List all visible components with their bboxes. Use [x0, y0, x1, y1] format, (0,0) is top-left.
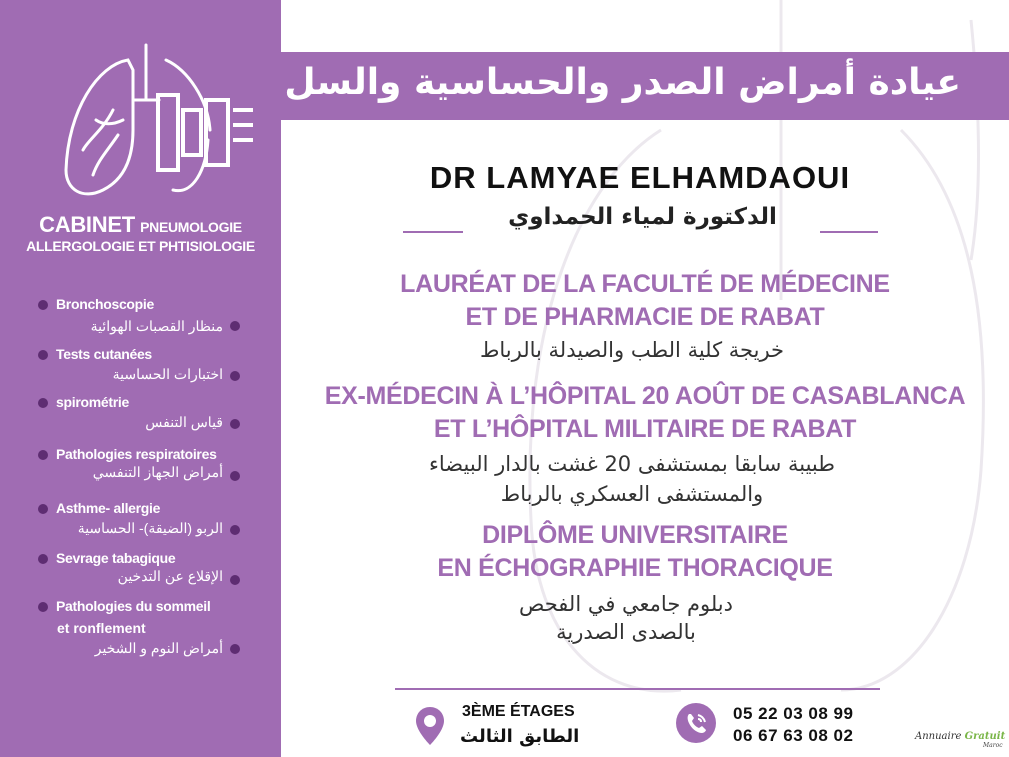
bullet-dot-icon	[38, 602, 48, 612]
credential-2-ar2: والمستشفى العسكري بالرباط	[500, 482, 764, 506]
bullet-dot-icon	[38, 350, 48, 360]
doctor-name-ar: الدكتورة لمياء الحمداوي	[508, 204, 777, 230]
cabinet-word: CABINET	[39, 212, 135, 237]
bullet-dot-icon	[230, 575, 240, 585]
watermark-logo	[915, 731, 1006, 749]
service-fr: Pathologies du sommeil	[56, 598, 211, 614]
sidebar	[0, 0, 281, 757]
phone-number-2[interactable]: 06 67 63 08 02	[733, 726, 854, 745]
cabinet-specialty: PNEUMOLOGIE	[140, 219, 242, 235]
credential-2-line1: EX-MÉDECIN À L’HÔPITAL 20 AOÛT DE CASABLANCA	[324, 382, 966, 410]
service-fr: Asthme- allergie	[56, 500, 161, 516]
credential-1-line1: LAURÉAT DE LA FACULTÉ DE MÉDECINE	[400, 270, 890, 298]
service-ar: أمراض النوم و الشخير	[94, 640, 223, 656]
service-ar: منظار القصبات الهوائية	[90, 318, 223, 334]
bullet-dot-icon	[38, 398, 48, 408]
cabinet-subtitle: ALLERGOLOGIE ET PHTISIOLOGIE	[26, 238, 255, 255]
credential-3-line1: DIPLÔME UNIVERSITAIRE	[482, 521, 788, 549]
doctor-name: DR LAMYAE ELHAMDAOUI	[429, 160, 851, 195]
phone-icon	[676, 703, 716, 743]
bullet-dot-icon	[230, 644, 240, 654]
service-ar: أمراض الجهاز التنفسي	[92, 464, 223, 480]
credential-3-line2: EN ÉCHOGRAPHIE THORACIQUE	[437, 554, 833, 582]
watermark-g: Gratuit	[964, 731, 1006, 742]
bullet-dot-icon	[38, 450, 48, 460]
location-pin-icon	[415, 706, 445, 746]
credential-3-ar2: بالصدى الصدرية	[556, 620, 696, 644]
watermark-m: Maroc	[983, 742, 1003, 749]
credential-2-ar1: طبيبة سابقا بمستشفى 20 غشت بالدار البيضاء	[429, 452, 835, 476]
phone-number-1[interactable]: 05 22 03 08 99	[733, 704, 854, 723]
underline-left	[403, 231, 463, 233]
bullet-dot-icon	[230, 371, 240, 381]
credential-1-line2: ET DE PHARMACIE DE RABAT	[465, 303, 825, 331]
bullet-dot-icon	[230, 471, 240, 481]
floor-fr: 3ÈME ÉTAGES	[462, 703, 575, 720]
bullet-dot-icon	[38, 504, 48, 514]
bullet-dot-icon	[230, 525, 240, 535]
watermark-a: Annuaire	[915, 731, 965, 742]
service-ar: اختبارات الحساسية	[112, 366, 223, 382]
service-fr-cont: et ronflement	[57, 620, 146, 636]
credential-3-ar1: دبلوم جامعي في الفحص	[519, 592, 733, 616]
logo-text: LEH	[58, 40, 60, 41]
service-fr: Pathologies respiratoires	[56, 446, 217, 462]
service-fr: Tests cutanées	[56, 346, 152, 362]
bullet-dot-icon	[230, 419, 240, 429]
credential-1-ar: خريجة كلية الطب والصيدلة بالرباط	[479, 338, 785, 362]
header-banner	[281, 52, 1009, 120]
lungs-logo-icon	[58, 40, 258, 205]
service-ar: الربو (الضيقة)- الحساسية	[77, 520, 223, 536]
bullet-dot-icon	[230, 321, 240, 331]
underline-right	[820, 231, 878, 233]
credential-2-line2: ET L’HÔPITAL MILITAIRE DE RABAT	[433, 415, 857, 443]
bullet-dot-icon	[38, 554, 48, 564]
cabinet-title	[0, 213, 281, 255]
service-fr: spirométrie	[56, 394, 129, 410]
footer-divider	[395, 688, 880, 690]
service-ar: الإقلاع عن التدخين	[117, 568, 223, 584]
banner-title: عيادة أمراض الصدر والحساسية والسل	[284, 62, 961, 103]
bullet-dot-icon	[38, 300, 48, 310]
service-fr: Sevrage tabagique	[56, 550, 176, 566]
floor-ar: الطابق الثالث	[460, 726, 580, 747]
service-ar: قياس التنفس	[145, 414, 223, 430]
service-fr: Bronchoscopie	[56, 296, 155, 312]
